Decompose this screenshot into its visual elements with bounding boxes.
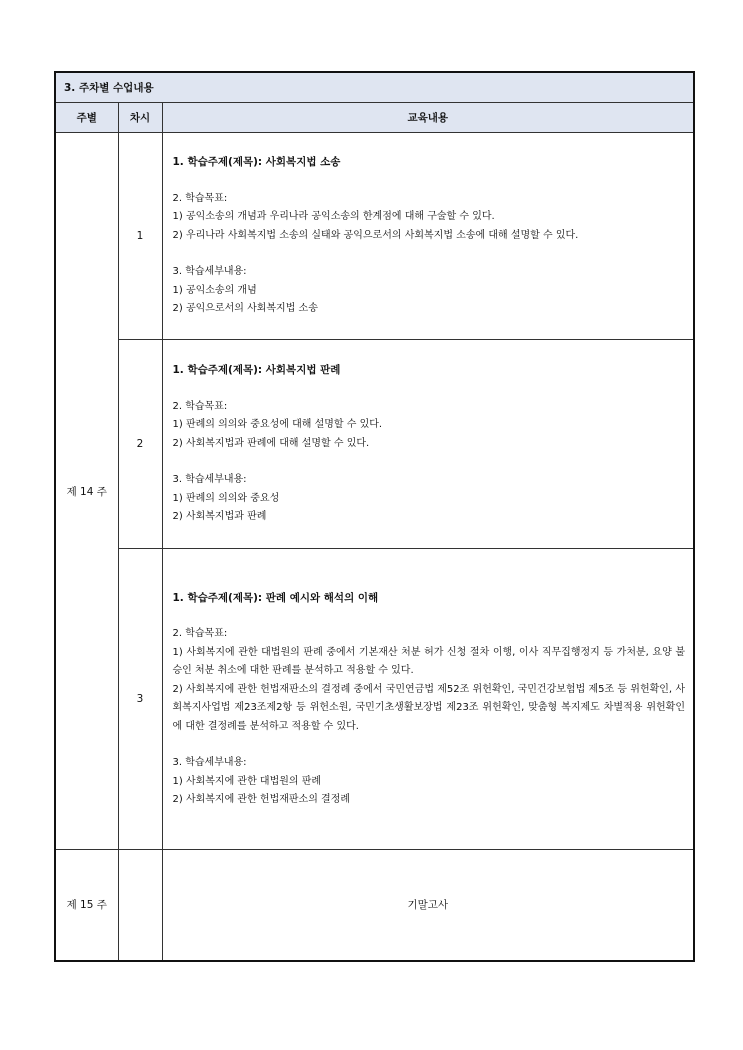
session-number: 1 xyxy=(118,133,162,340)
goals-title: 2. 학습목표: xyxy=(172,400,228,412)
details-title: 3. 학습세부내용: xyxy=(172,757,247,768)
detail-item: 1) 사회복지에 관한 대법원의 판례 xyxy=(172,775,322,787)
goals-title: 2. 학습목표: xyxy=(172,192,228,204)
goal-item: 2) 사회복지법과 판례에 대해 설명할 수 있다. xyxy=(172,437,370,449)
details-title: 3. 학습세부내용: xyxy=(172,266,247,278)
learning-topic: 1. 학습주제(제목): 사회복지법 판례 xyxy=(172,364,341,377)
detail-item: 2) 사회복지에 관한 헌법재판소의 결정례 xyxy=(172,794,351,805)
goal-item: 1) 공익소송의 개념과 우리나라 공익소송의 한계점에 대해 구술할 수 있다. xyxy=(172,211,495,223)
detail-item: 2) 공익으로서의 사회복지법 소송 xyxy=(172,303,318,315)
header-session: 차시 xyxy=(118,103,162,133)
session-content xyxy=(162,133,694,340)
header-content: 교육내용 xyxy=(162,103,694,133)
goals-title: 2. 학습목표: xyxy=(172,628,228,639)
section-title: 3. 주차별 수업내용 xyxy=(55,72,694,103)
learning-topic: 1. 학습주제(제목): 판례 예시와 해석의 이해 xyxy=(172,591,379,604)
detail-item: 1) 공익소송의 개념 xyxy=(172,284,257,296)
learning-topic: 1. 학습주제(제목): 사회복지법 소송 xyxy=(172,156,341,169)
goal-item: 1) 판례의 의의와 중요성에 대해 설명할 수 있다. xyxy=(172,419,383,431)
goal-item: 1) 사회복지에 관한 대법원의 판례 중에서 기본재산 처분 허가 신청 절차 이행, 이사 직무집행정지 등 가처분, 요양 불승인 처분 취소에 대한 판례를 분석하고 적용할 수 있다. xyxy=(172,646,685,676)
detail-item: 1) 판례의 의의와 중요성 xyxy=(172,492,280,504)
weekly-plan-table xyxy=(54,71,695,962)
goal-item: 2) 우리나라 사회복지법 소송의 실태와 공익으로서의 사회복지법 소송에 대해 설명할 수 있다. xyxy=(172,229,579,241)
session-number: 3 xyxy=(118,549,162,850)
week-14-label: 제 14 주 xyxy=(55,133,118,850)
session-number: 2 xyxy=(118,340,162,549)
details-title: 3. 학습세부내용: xyxy=(172,474,247,486)
session-number xyxy=(118,850,162,961)
session-content xyxy=(162,549,694,850)
header-week: 주별 xyxy=(55,103,118,133)
week-15-label: 제 15 주 xyxy=(55,850,118,961)
goal-item: 2) 사회복지에 관한 헌법재판소의 결정례 중에서 국민연금법 제52조 위헌확인, 국민건강보험법 제5조 등 위헌확인, 사회복지사업법 제23조제2항 등 위헌소원, 국민기초생활보장법 제23조 위헌확인, 맞춤형 복지제도 차별적용 위헌확인에 대한 결정례를 분석하고 적용할 수 있다. xyxy=(172,683,685,732)
session-content xyxy=(162,340,694,549)
detail-item: 2) 사회복지법과 판례 xyxy=(172,511,267,523)
final-exam: 기말고사 xyxy=(162,850,694,961)
